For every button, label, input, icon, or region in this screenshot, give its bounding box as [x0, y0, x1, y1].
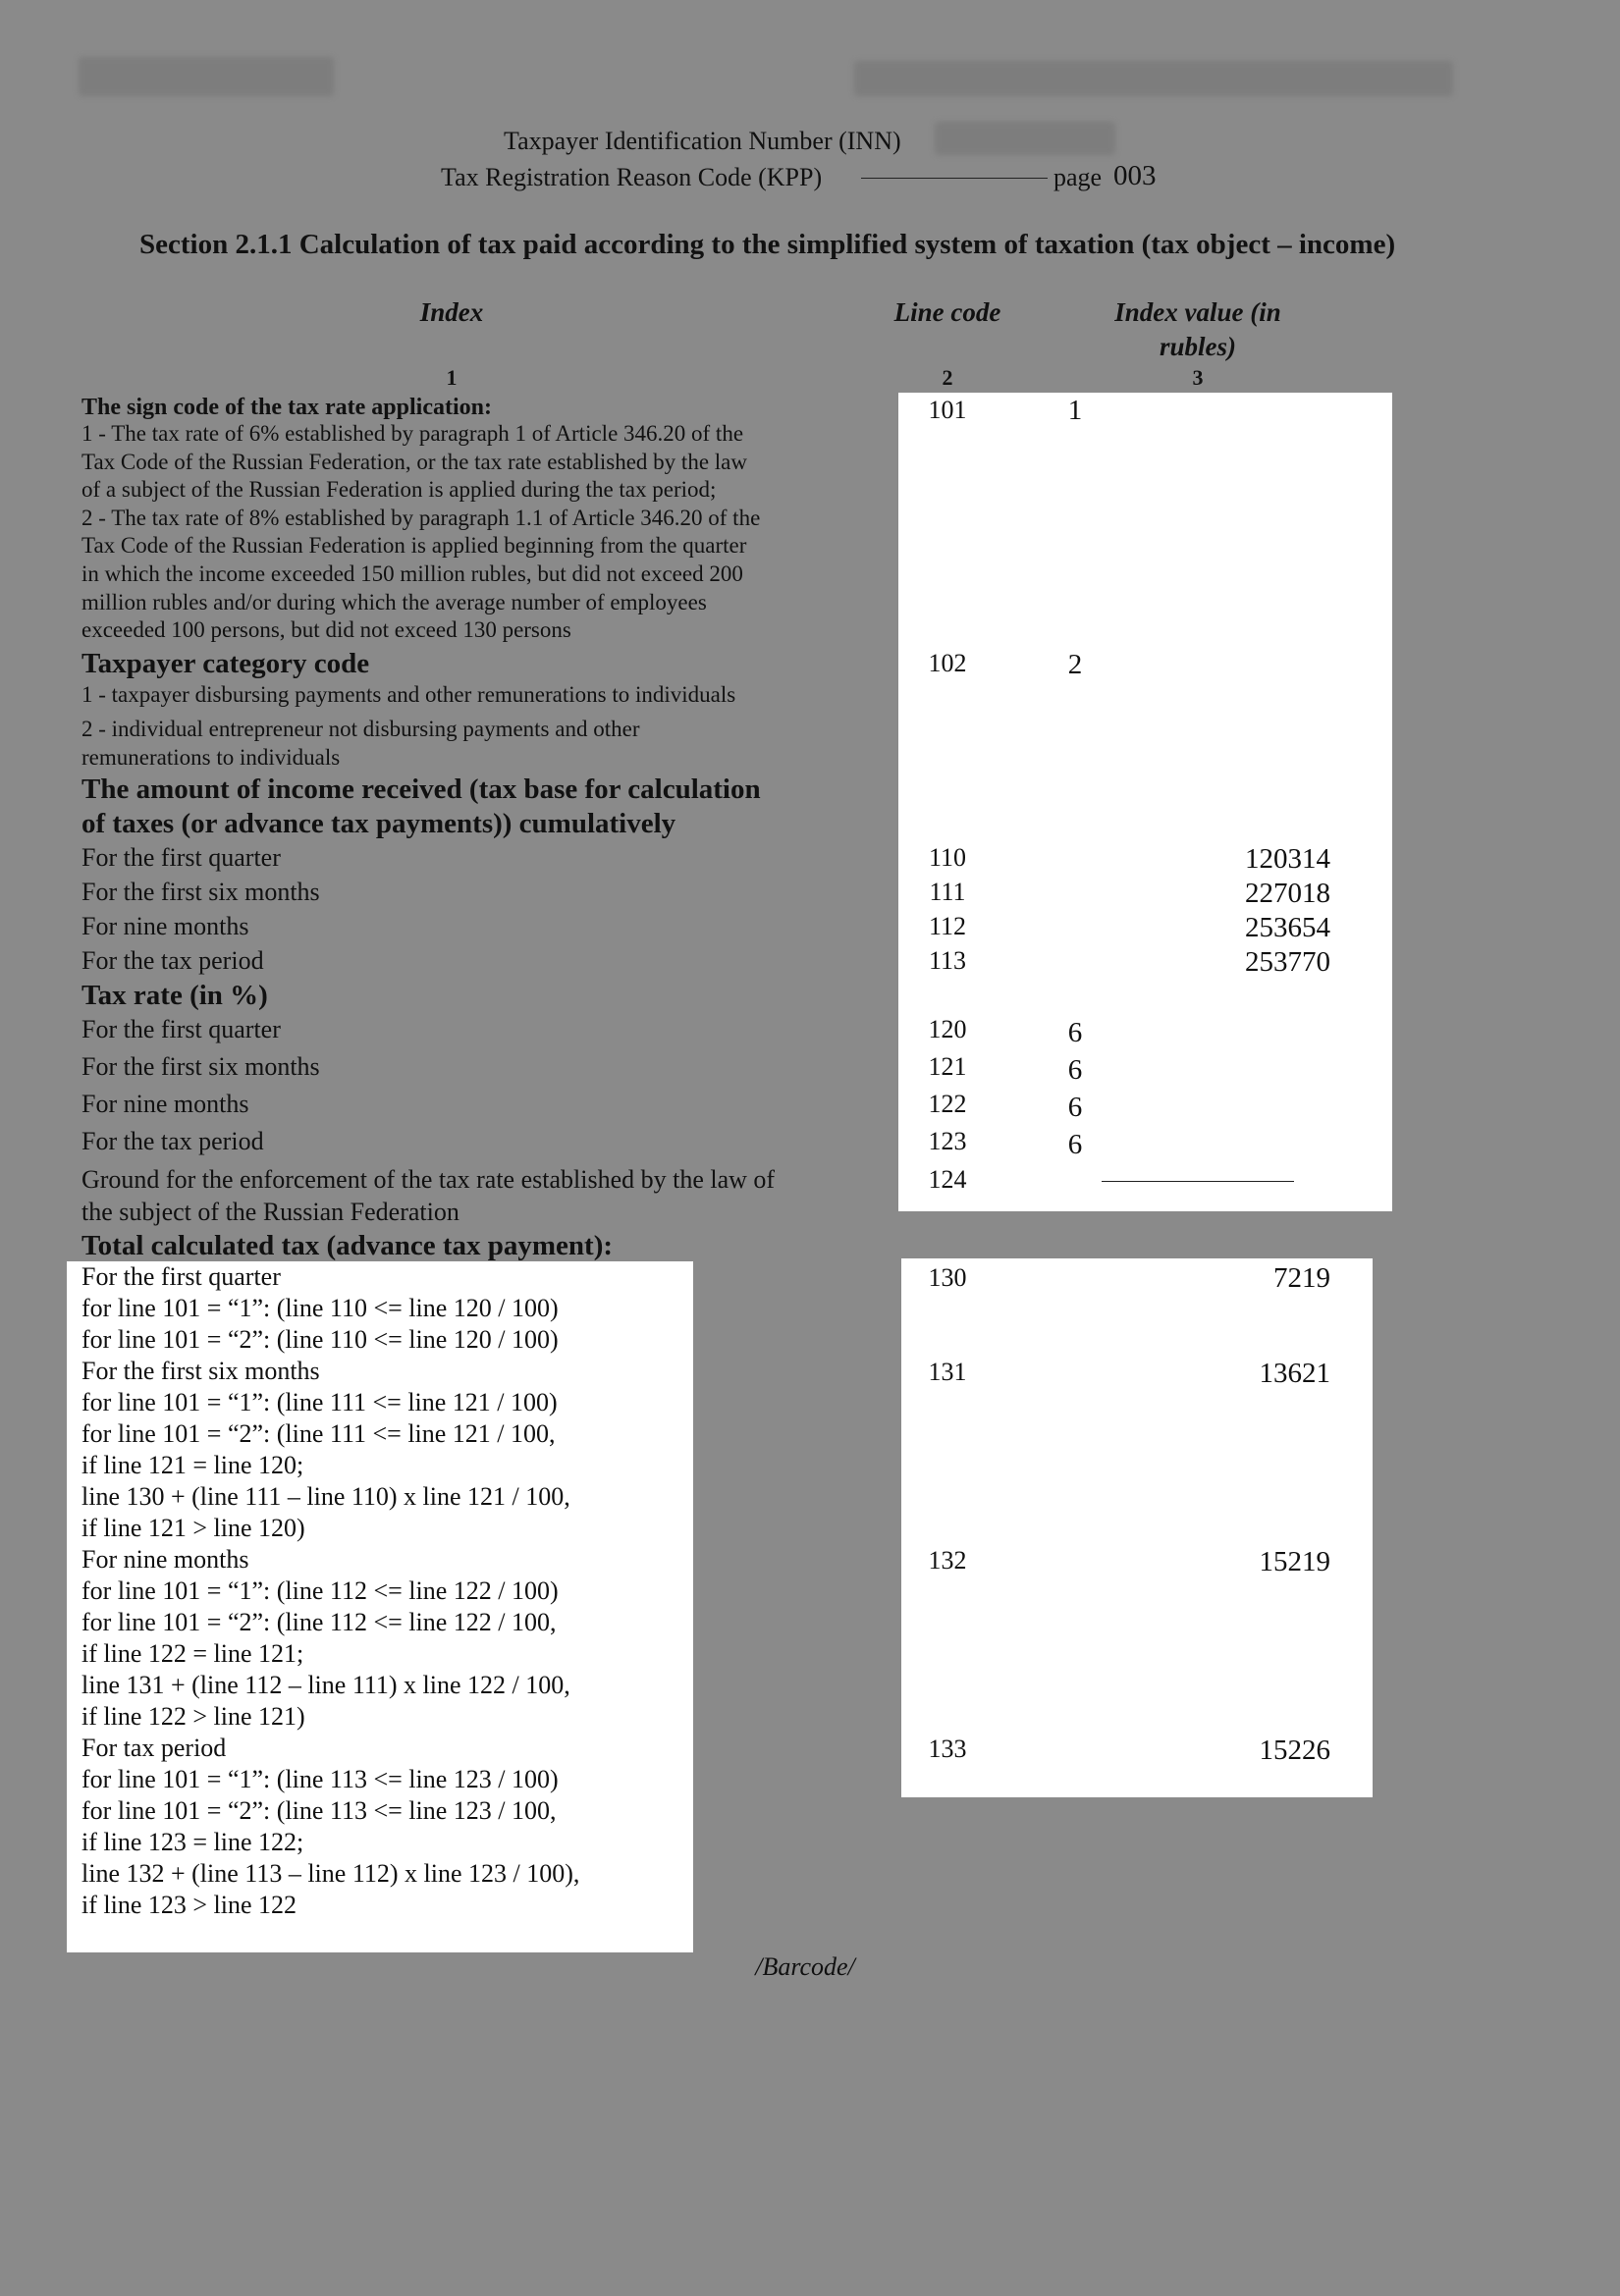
formula-line: for line 101 = “1”: (line 110 <= line 120 / 100): [81, 1294, 559, 1322]
col-value-header-2: rubles): [1159, 332, 1236, 361]
formula-line: For the first six months: [81, 1357, 320, 1385]
formula-line: if line 123 = line 122;: [81, 1828, 304, 1856]
line-code-113: 113: [928, 946, 967, 975]
col-num-1: 1: [446, 365, 458, 390]
formula-line: For the first quarter: [81, 1262, 281, 1291]
col-value-header-1: Index value (in: [1114, 297, 1281, 327]
col-num-2: 2: [942, 365, 953, 390]
line-code-124: 124: [928, 1165, 967, 1194]
redacted-block-left: [79, 57, 334, 96]
value-120: 6: [1067, 1017, 1083, 1048]
line-code-123: 123: [928, 1127, 967, 1155]
line-code-130: 130: [928, 1263, 967, 1292]
value-133: 15226: [1259, 1735, 1330, 1766]
description-line: 1 - The tax rate of 6% established by paragraph 1 of Article 346.20 of the: [81, 421, 744, 446]
description-line: in which the income exceeded 150 million rubles, but did not exceed 200: [81, 561, 743, 586]
total-tax-formulas: [81, 1261, 579, 1921]
formula-line: line 130 + (line 111 – line 110) x line 121 / 100,: [81, 1482, 570, 1511]
kpp-line: [861, 178, 1048, 179]
description-line: of a subject of the Russian Federation is applied during the tax period;: [81, 477, 717, 503]
formula-line: if line 122 > line 121): [81, 1702, 305, 1731]
value-122: 6: [1067, 1092, 1083, 1123]
line-code-133: 133: [928, 1735, 967, 1763]
tax-rate-title: Tax rate (in %): [81, 980, 268, 1011]
formula-line: for line 101 = “1”: (line 113 <= line 123 / 100): [81, 1765, 559, 1793]
income-title-2: of taxes (or advance tax payments)) cumulatively: [81, 808, 676, 839]
formula-line: line 131 + (line 112 – line 111) x line 122 / 100,: [81, 1671, 570, 1699]
kpp-label: Tax Registration Reason Code (KPP): [441, 163, 823, 191]
rate-label-9m: For nine months: [81, 1090, 249, 1118]
line-code-111: 111: [929, 878, 966, 906]
total-tax-title: Total calculated tax (advance tax payment):: [81, 1230, 614, 1261]
rate-label-q1: For the first quarter: [81, 1015, 281, 1043]
line-code-102: 102: [928, 649, 967, 677]
ground-label-1: Ground for the enforcement of the tax rate established by the law of: [81, 1165, 776, 1194]
value-110: 120314: [1245, 843, 1330, 875]
rate-label-h1: For the first six months: [81, 1052, 320, 1081]
value-131: 13621: [1259, 1358, 1330, 1389]
income-title-1: The amount of income received (tax base for calculation: [81, 774, 761, 805]
col-line-code-header: Line code: [893, 297, 1001, 327]
value-101: 1: [1067, 395, 1083, 426]
value-111: 227018: [1245, 878, 1330, 909]
line-code-132: 132: [928, 1546, 967, 1575]
page-number: 003: [1113, 160, 1157, 191]
value-102: 2: [1067, 649, 1083, 680]
values-panel-lower: [901, 1258, 1373, 1797]
line-code-121: 121: [928, 1052, 967, 1081]
taxpayer-category-line3: remunerations to individuals: [81, 745, 341, 770]
section-title: Section 2.1.1 Calculation of tax paid according to the simplified system of taxation (tax object – income): [139, 229, 1396, 260]
redacted-block-right: [854, 61, 1453, 96]
formula-line: for line 101 = “1”: (line 111 <= line 121 / 100): [81, 1388, 558, 1416]
taxpayer-category-line1: 1 - taxpayer disbursing payments and other remunerations to individuals: [81, 682, 736, 707]
formula-line: for line 101 = “2”: (line 113 <= line 123 / 100,: [81, 1796, 557, 1825]
income-label-9m: For nine months: [81, 912, 249, 940]
formula-line: for line 101 = “2”: (line 111 <= line 121 / 100,: [81, 1419, 556, 1448]
formula-line: for line 101 = “2”: (line 112 <= line 122 / 100,: [81, 1608, 557, 1636]
barcode-label: /Barcode/: [755, 1952, 855, 1981]
description-line: million rubles and/or during which the average number of employees: [81, 589, 707, 614]
value-132: 15219: [1259, 1546, 1330, 1577]
formula-line: if line 121 = line 120;: [81, 1451, 304, 1479]
formula-line: For tax period: [81, 1734, 227, 1762]
description-line: Tax Code of the Russian Federation, or the tax rate established by the law: [81, 449, 747, 474]
formula-line: if line 121 > line 120): [81, 1514, 305, 1542]
formula-line: For nine months: [81, 1545, 249, 1574]
page-label: page: [1053, 163, 1103, 191]
value-123: 6: [1067, 1129, 1083, 1160]
ground-label-2: the subject of the Russian Federation: [81, 1198, 459, 1226]
income-label-period: For the tax period: [81, 946, 264, 975]
rate-label-period: For the tax period: [81, 1127, 264, 1155]
line-code-131: 131: [928, 1358, 967, 1386]
taxpayer-category-title: Taxpayer category code: [81, 648, 370, 679]
line-code-110: 110: [928, 843, 967, 872]
col-num-3: 3: [1192, 365, 1204, 390]
formula-line: for line 101 = “2”: (line 110 <= line 120 / 100): [81, 1325, 559, 1354]
taxpayer-category-line2: 2 - individual entrepreneur not disbursing payments and other: [81, 717, 640, 741]
line-code-101: 101: [928, 396, 967, 424]
value-121: 6: [1067, 1054, 1083, 1086]
income-label-h1: For the first six months: [81, 878, 320, 906]
formula-line: if line 122 = line 121;: [81, 1639, 304, 1668]
formula-line: for line 101 = “1”: (line 112 <= line 122 / 100): [81, 1576, 559, 1605]
line-code-112: 112: [928, 912, 967, 940]
value-112: 253654: [1245, 912, 1330, 943]
tax-rate-sign-title: The sign code of the tax rate application:: [81, 395, 492, 420]
value-113: 253770: [1245, 946, 1330, 978]
description-line: 2 - The tax rate of 8% established by paragraph 1.1 of Article 346.20 of the: [81, 505, 761, 530]
line-code-122: 122: [928, 1090, 967, 1118]
inn-label: Taxpayer Identification Number (INN): [504, 127, 901, 155]
income-label-q1: For the first quarter: [81, 843, 281, 872]
col-index-header: Index: [419, 297, 484, 327]
ground-value-blank: [1102, 1181, 1294, 1182]
value-130: 7219: [1273, 1262, 1330, 1294]
formula-line: line 132 + (line 113 – line 112) x line 123 / 100),: [81, 1859, 580, 1888]
tax-rate-sign-description: [81, 420, 760, 645]
description-line: exceeded 100 persons, but did not exceed 130 persons: [81, 617, 571, 643]
redacted-inn: [935, 122, 1115, 155]
line-code-120: 120: [928, 1015, 967, 1043]
formula-line: if line 123 > line 122: [81, 1891, 297, 1919]
description-line: Tax Code of the Russian Federation is applied beginning from the quarter: [81, 533, 747, 559]
